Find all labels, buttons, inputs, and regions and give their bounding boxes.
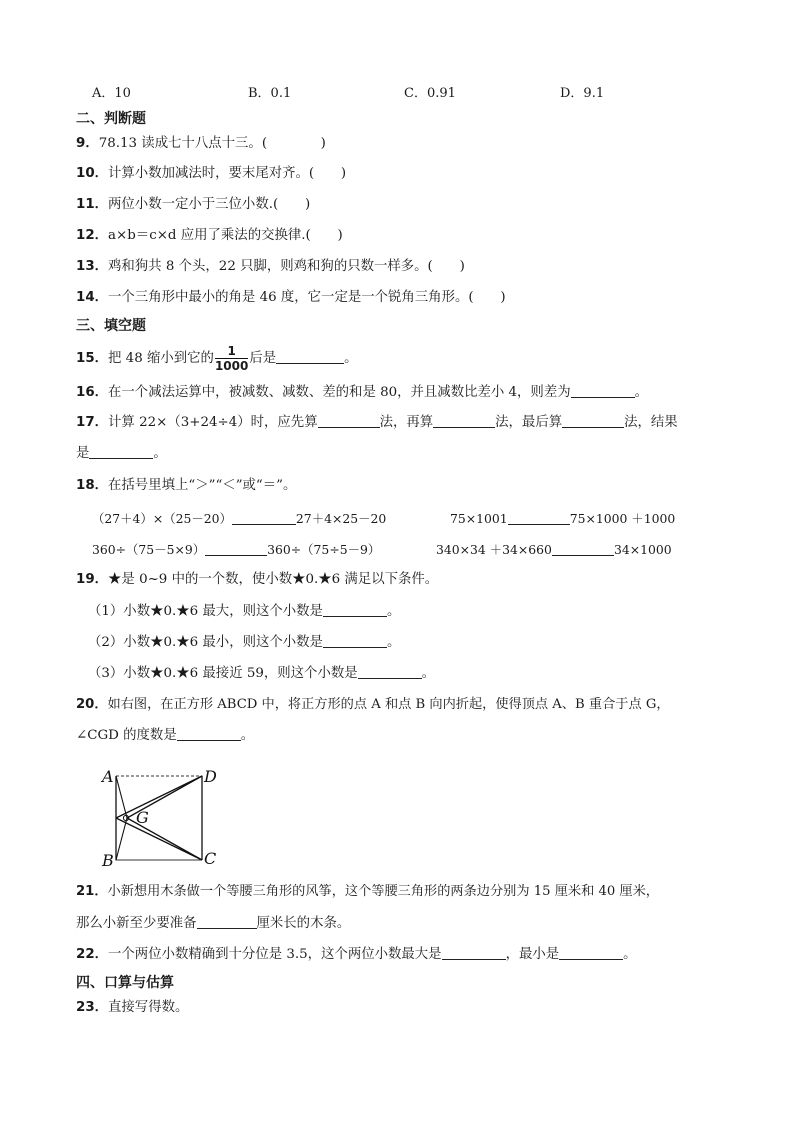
compare-item-4: 340×34 ＋34×660 34×1000 <box>436 542 672 557</box>
question-19-part2: （2）小数★0.★6 最小，则这个小数是 。 <box>88 635 401 650</box>
question-17-line1: 17．计算 22×（3+24÷4）时，应先算 法，再算 法，最后算 法，结果 <box>76 415 678 430</box>
answer-blank[interactable] <box>177 726 241 741</box>
question-9: 9．78.13 读成七十八点十三。( ) <box>76 136 326 151</box>
fold-bg <box>116 818 127 860</box>
crease-dm <box>116 776 202 818</box>
question-11: 11．两位小数一定小于三位小数.( ) <box>76 197 311 212</box>
question-19-part3: （3）小数★0.★6 最接近 59，则这个小数是 。 <box>88 666 436 681</box>
q8-option-c: C．0.91 <box>404 86 456 101</box>
label-c: C <box>204 849 217 868</box>
compare-item-2: 75×1001 75×1000 ＋1000 <box>450 511 676 526</box>
answer-blank[interactable] <box>197 914 257 929</box>
question-13: 13．鸡和狗共 8 个头，22 只脚，则鸡和狗的只数一样多。( ) <box>76 259 465 274</box>
question-18: 18．在括号里填上“＞”“＜”或“＝”。 <box>76 478 297 493</box>
question-19: 19．★是 0~9 中的一个数，使小数★0.★6 满足以下条件。 <box>76 572 439 587</box>
answer-blank[interactable] <box>318 413 380 428</box>
crease-cm <box>116 818 202 860</box>
question-16: 16．在一个减法运算中，被减数、减数、差的和是 80，并且减数比差小 4，则差为 。 <box>76 385 648 400</box>
answer-blank[interactable] <box>559 945 623 960</box>
fraction-one-thousandth: $\frac{1}{1000}$ <box>214 344 249 373</box>
answer-blank[interactable] <box>358 664 422 679</box>
answer-blank[interactable] <box>323 633 387 648</box>
question-15: 15．把 48 缩小到它的 $\frac{1}{1000}$ 后是 。 <box>76 344 358 373</box>
question-21-line1: 21．小新想用木条做一个等腰三角形的风筝，这个等腰三角形的两条边分别为 15 厘米和 40 厘米， <box>76 884 659 899</box>
answer-blank[interactable] <box>571 383 635 398</box>
answer-blank[interactable] <box>232 510 296 525</box>
question-10: 10．计算小数加减法时，要末尾对齐。( ) <box>76 166 347 181</box>
label-a: A <box>102 767 114 786</box>
label-d: D <box>204 767 217 786</box>
question-12: 12．a×b＝c×d 应用了乘法的交换律.( ) <box>76 228 343 243</box>
question-20-line2: ∠CGD 的度数是 。 <box>76 728 255 743</box>
answer-blank[interactable] <box>562 413 624 428</box>
question-17-line2: 是 。 <box>76 446 167 461</box>
section-judgment-heading: 二、判断题 <box>76 111 146 127</box>
answer-blank[interactable] <box>552 541 614 556</box>
answer-blank[interactable] <box>89 444 153 459</box>
section-fill-heading: 三、填空题 <box>76 318 146 334</box>
q8-option-a: A．10 <box>92 86 131 101</box>
answer-blank[interactable] <box>442 945 506 960</box>
answer-blank[interactable] <box>433 413 495 428</box>
answer-blank[interactable] <box>276 349 344 364</box>
compare-item-1: （27＋4）×（25－20） 27＋4×25－20 <box>92 511 387 526</box>
question-21-line2: 那么小新至少要准备 厘米长的木条。 <box>76 916 351 931</box>
q8-option-d: D．9.1 <box>560 86 605 101</box>
label-g: G <box>136 808 149 827</box>
question-14: 14．一个三角形中最小的角是 46 度，它一定是一个锐角三角形。( ) <box>76 290 506 305</box>
square-fold-figure <box>96 766 236 874</box>
compare-item-3: 360÷（75－5×9） 360÷（75÷5－9） <box>92 542 381 557</box>
question-19-part1: （1）小数★0.★6 最大，则这个小数是 。 <box>88 604 401 619</box>
answer-blank[interactable] <box>205 541 267 556</box>
question-20-line1: 20．如右图，在正方形 ABCD 中，将正方形的点 A 和点 B 向内折起，使得顶点 A、B 重合于点 G， <box>76 697 670 712</box>
question-23: 23．直接写得数。 <box>76 1000 189 1015</box>
label-b: B <box>102 851 114 870</box>
answer-blank[interactable] <box>323 602 387 617</box>
q8-option-b: B．0.1 <box>248 86 292 101</box>
fold-ag <box>116 776 127 818</box>
question-22: 22．一个两位小数精确到十分位是 3.5，这个两位小数最大是 ，最小是 。 <box>76 947 637 962</box>
answer-blank[interactable] <box>508 510 570 525</box>
section-mental-math-heading: 四、口算与估算 <box>76 975 174 991</box>
